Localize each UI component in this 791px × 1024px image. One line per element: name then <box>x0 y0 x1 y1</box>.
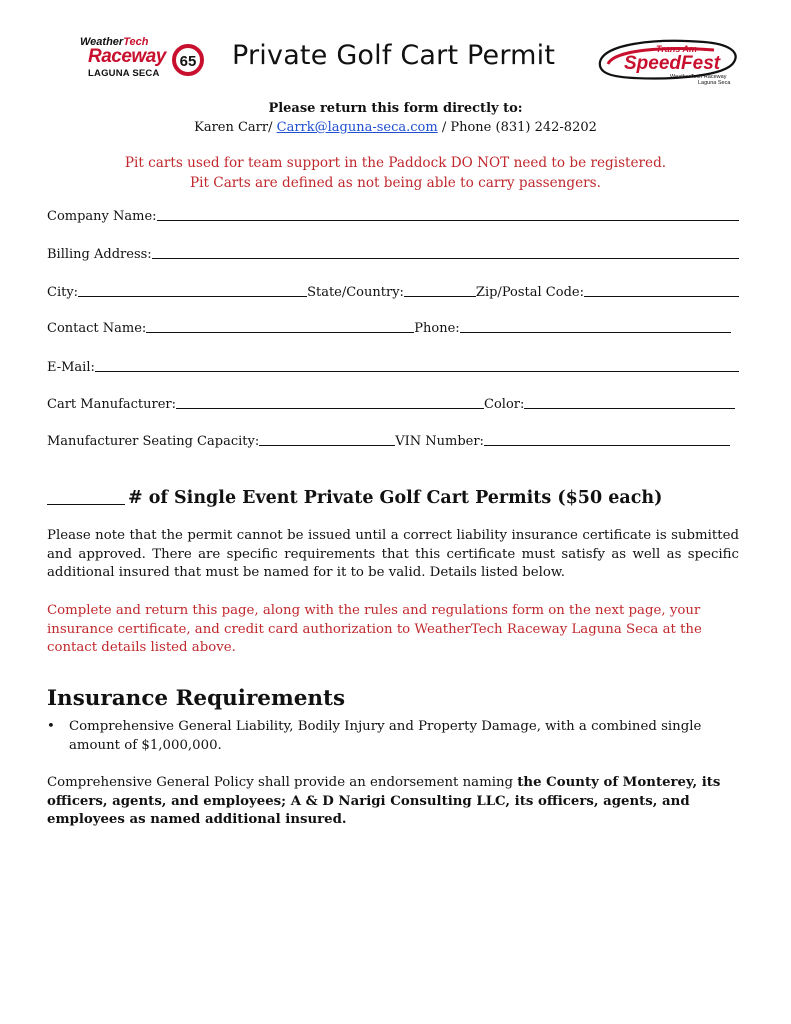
certificate-note: Please note that the permit cannot be issued until a correct liability insurance certificate is submitted and approved. There are specific requirements that this certificate must satisfy as well as specific additional insured that must be named for it to be valid. Details listed below. <box>47 528 739 580</box>
liability-requirement: Comprehensive General Liability, Bodily Injury and Property Damage, with a combined single amount of $1,000,000. <box>69 719 702 753</box>
company-name-field[interactable] <box>157 206 739 221</box>
svg-text:WeatherTech Raceway: WeatherTech Raceway <box>670 74 727 80</box>
email-field[interactable] <box>95 357 739 372</box>
phone-field[interactable] <box>460 318 731 333</box>
policy-endorsement <box>47 774 739 830</box>
state-country-label: State/Country: <box>307 285 404 300</box>
zip-label: Zip/Postal Code: <box>475 285 584 300</box>
weathertech-raceway-logo <box>80 36 210 86</box>
seating-capacity-field[interactable] <box>259 431 395 446</box>
svg-text:65: 65 <box>179 53 197 70</box>
anniversary-65-icon <box>172 44 204 76</box>
billing-address-label: Billing Address: <box>47 247 152 262</box>
city-field[interactable] <box>78 282 307 297</box>
permit-count-field[interactable] <box>47 486 125 505</box>
cart-manufacturer-label: Cart Manufacturer: <box>47 397 177 412</box>
vin-field[interactable] <box>484 431 730 446</box>
trans-am-speedfest-logo <box>594 36 744 88</box>
pit-cart-notice-2: Pit Carts are defined as not being able to carry passengers. <box>190 175 601 191</box>
manufacturer-color-row <box>47 390 739 412</box>
billing-address-field[interactable] <box>152 244 739 259</box>
contact-email-link[interactable]: Carrk@laguna-seca.com <box>276 120 438 135</box>
page-title: Private Golf Cart Permit <box>232 40 556 71</box>
insurance-heading: Insurance Requirements <box>47 686 346 711</box>
contact-phone: / Phone (831) 242-8202 <box>437 120 597 135</box>
color-field[interactable] <box>524 394 735 409</box>
contact-name: Karen Carr/ <box>194 120 277 135</box>
svg-text:Trans Am: Trans Am <box>656 44 698 54</box>
return-heading: Please return this form directly to: <box>268 101 523 116</box>
city-state-zip-row <box>47 278 739 300</box>
vin-label: VIN Number: <box>395 434 484 449</box>
billing-address-row <box>47 240 739 262</box>
contact-name-field[interactable] <box>146 318 414 333</box>
svg-text:SpeedFest: SpeedFest <box>624 53 721 74</box>
seating-vin-row <box>47 427 739 449</box>
logo-laguna-seca-text: LAGUNA SECA <box>88 68 160 79</box>
city-label: City: <box>47 285 79 300</box>
company-name-row <box>47 202 739 224</box>
pit-cart-notice-1: Pit carts used for team support in the Paddock DO NOT need to be registered. <box>124 155 667 171</box>
state-country-field[interactable] <box>404 282 476 297</box>
contact-name-label: Contact Name: <box>47 321 147 336</box>
bullet-icon: • <box>47 719 55 734</box>
contact-phone-row <box>47 314 739 336</box>
cart-manufacturer-field[interactable] <box>176 394 484 409</box>
permit-count-label: # of Single Event Private Golf Cart Permits ($50 each) <box>128 488 663 508</box>
return-instructions: Complete and return this page, along with the rules and regulations form on the next page, your insurance certificate, and credit card authorization to WeatherTech Raceway Laguna Seca at the contact details listed above. <box>47 603 702 655</box>
permit-count-row <box>47 486 662 508</box>
svg-text:Laguna Seca: Laguna Seca <box>698 80 731 86</box>
logo-weathertech-text: WeatherTech <box>80 36 149 48</box>
email-label: E-Mail: <box>47 360 95 375</box>
seating-capacity-label: Manufacturer Seating Capacity: <box>47 434 260 449</box>
color-label: Color: <box>484 397 525 412</box>
logo-raceway-text: Raceway <box>88 46 166 67</box>
zip-field[interactable] <box>584 282 739 297</box>
policy-insured-parties: the County of Monterey, its officers, agents, and employees; A & D Narigi Consulting LLC, its officers, agents, and employees as named additional insured. <box>47 775 721 827</box>
company-name-label: Company Name: <box>47 209 157 224</box>
contact-line <box>0 120 791 135</box>
email-row <box>47 353 739 375</box>
phone-label: Phone: <box>414 321 460 336</box>
policy-plain-text: Comprehensive General Policy shall provide an endorsement naming <box>47 775 518 790</box>
